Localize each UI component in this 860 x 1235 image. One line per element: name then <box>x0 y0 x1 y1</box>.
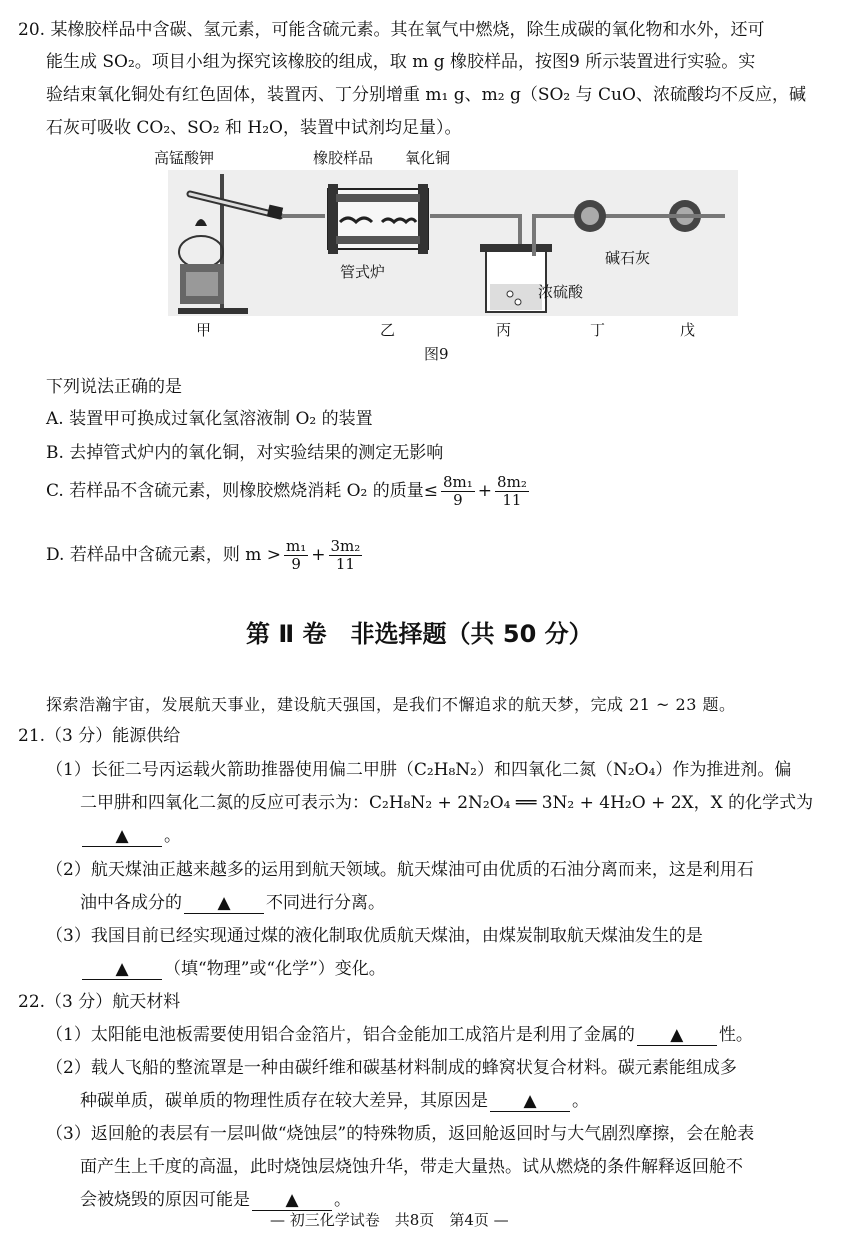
label-rubber-sample: 橡胶样品 <box>313 149 374 167</box>
label-copper-oxide: 氧化铜 <box>405 149 451 167</box>
q22-part3-line1: （3）返回舱的表层有一层叫做“烧蚀层”的特殊物质，返回舱返回时与大气剧烈摩擦，会在舱表 <box>46 1124 755 1144</box>
q20-option-c <box>46 474 532 509</box>
q21-part2-line2: 油中各成分的 ▲ 不同进行分离。 <box>80 893 385 913</box>
label-apparatus-ding: 丁 <box>590 321 606 339</box>
page-footer: — 初三化学试卷 共8页 第4页 — <box>270 1211 509 1229</box>
answer-blank[interactable]: ▲ <box>82 826 162 847</box>
q21-part1-line3: ▲ 。 <box>80 822 181 851</box>
apparatus-diagram <box>150 144 740 344</box>
plus-sign: + <box>477 481 493 501</box>
q21-part1-line2: 二甲肼和四氧化二氮的反应可表示为：C₂H₈N₂ + 2N₂O₄ ══ 3N₂ + 4H₂O + 2X，X 的化学式为 <box>80 793 814 813</box>
answer-blank[interactable]: ▲ <box>252 1190 332 1211</box>
section-2-title: 第 Ⅱ 卷 非选择题（共 50 分） <box>246 620 593 648</box>
figure-9 <box>150 144 740 344</box>
answer-blank[interactable]: ▲ <box>184 893 264 914</box>
q20-prompt: 下列说法正确的是 <box>46 377 182 397</box>
label-apparatus-bing: 丙 <box>496 321 512 339</box>
label-tube-furnace: 管式炉 <box>340 263 386 281</box>
q20-option-c-frac1: $\frac{\text{8m₁}}{9}$ <box>443 473 473 509</box>
section-2-intro: 探索浩瀚宇宙，发展航天事业，建设航天强国，是我们不懈追求的航天梦，完成 21 ~ 23 题。 <box>46 695 736 714</box>
q22-part3-line2: 面产生上千度的高温，此时烧蚀层烧蚀升华，带走大量热。试从燃烧的条件解释返回舱不 <box>80 1157 743 1177</box>
q22-head: 22.（3 分）航天材料 <box>18 992 181 1012</box>
answer-blank[interactable]: ▲ <box>637 1025 717 1046</box>
label-conc-h2so4: 浓硫酸 <box>538 283 584 301</box>
q21-head: 21.（3 分）能源供给 <box>18 726 181 746</box>
figure-caption: 图9 <box>424 345 449 363</box>
q21-part2-line1: （2）航天煤油正越来越多的运用到航天领域。航天煤油可由优质的石油分离而来，这是利用石 <box>46 860 754 880</box>
answer-blank[interactable]: ▲ <box>490 1091 570 1112</box>
q20-option-d-frac1: $\frac{\text{m₁}}{9}$ <box>286 537 307 573</box>
q22-part1: （1）太阳能电池板需要使用铝合金箔片，铝合金能加工成箔片是利用了金属的 ▲ 性。 <box>46 1025 753 1045</box>
q20-option-b: B. 去掉管式炉内的氧化铜，对实验结果的测定无影响 <box>46 443 444 463</box>
q20-option-c-text: C. 若样品不含硫元素，则橡胶燃烧消耗 O₂ 的质量≤ <box>46 481 439 501</box>
q20-option-d <box>46 538 365 573</box>
q20-line-2: 能生成 SO₂。项目小组为探究该橡胶的组成，取 m g 橡胶样品，按图9 所示装置进行实验。实 <box>46 52 756 72</box>
q21-part1-line1: （1）长征二号丙运载火箭助推器使用偏二甲肼（C₂H₈N₂）和四氧化二氮（N₂O₄）作为推进剂。偏 <box>46 760 792 780</box>
q20-option-c-frac2: $\frac{\text{8m₂}}{11}$ <box>497 473 527 509</box>
q21-part3-line1: （3）我国目前已经实现通过煤的液化制取优质航天煤油，由煤炭制取航天煤油发生的是 <box>46 926 703 946</box>
q22-part3-line3: 会被烧毁的原因可能是 ▲ 。 <box>80 1190 351 1210</box>
answer-blank[interactable]: ▲ <box>82 959 162 980</box>
label-apparatus-wu: 戊 <box>680 321 696 339</box>
q20-line-3: 验结束氧化铜处有红色固体，装置丙、丁分别增重 m₁ g、m₂ g（SO₂ 与 CuO、浓硫酸均不反应，碱 <box>46 85 806 105</box>
label-soda-lime: 碱石灰 <box>605 249 651 267</box>
q20-option-a: A. 装置甲可换成过氧化氢溶液制 O₂ 的装置 <box>46 409 373 429</box>
label-apparatus-yi: 乙 <box>380 321 396 339</box>
label-apparatus-jia: 甲 <box>196 321 212 339</box>
q22-part2-line1: （2）载人飞船的整流罩是一种由碳纤维和碳基材料制成的蜂窝状复合材料。碳元素能组成多 <box>46 1058 737 1078</box>
q20-option-d-frac2: $\frac{\text{3m₂}}{11}$ <box>330 537 361 573</box>
q20-line-4: 石灰可吸收 CO₂、SO₂ 和 H₂O，装置中试剂均足量）。 <box>46 118 462 138</box>
q21-part3-line2: ▲ （填“物理”或“化学”）变化。 <box>80 955 386 984</box>
q20-option-d-text: D. 若样品中含硫元素，则 m > <box>46 545 282 565</box>
q22-part2-line2: 种碳单质，碳单质的物理性质存在较大差异，其原因是 ▲ 。 <box>80 1091 589 1111</box>
label-kmno4: 高锰酸钾 <box>154 149 215 167</box>
q20-line-1: 20. 某橡胶样品中含碳、氢元素，可能含硫元素。其在氧气中燃烧，除生成碳的氧化物和水外，还可 <box>18 20 765 40</box>
plus-sign: + <box>311 545 326 565</box>
